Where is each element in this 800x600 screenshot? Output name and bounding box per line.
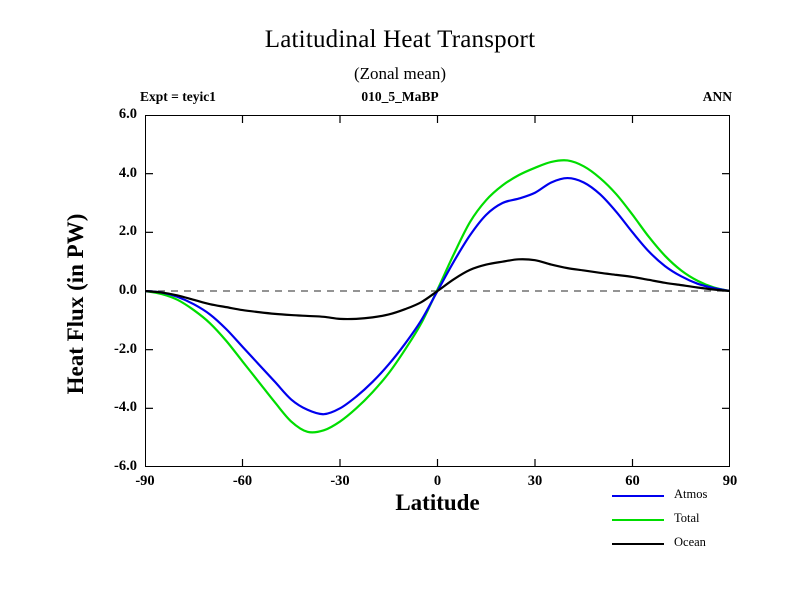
page-title: Latitudinal Heat Transport [264,26,536,53]
chart-subtitle: (Zonal mean) [353,64,447,83]
y-tick-label: 2.0 [118,223,137,240]
legend-label: Total [674,511,700,525]
chart-legend [612,484,772,556]
x-tick-label: 90 [722,473,738,489]
y-tick-label: -2.0 [114,340,137,357]
y-tick-label: -4.0 [114,399,137,416]
y-axis-label: Heat Flux (in PW) [63,213,88,395]
legend-swatch [612,519,664,521]
x-tick-label: 30 [527,473,543,489]
x-tick-label: -60 [232,473,253,489]
x-tick-label: 0 [433,473,442,489]
x-axis-label: Latitude [395,490,480,515]
legend-item [612,532,772,556]
legend-label: Atmos [674,487,708,501]
legend-label: Ocean [674,535,706,549]
y-tick-label: 0.0 [118,282,137,298]
y-tick-label: -6.0 [114,458,137,474]
plot-area [145,115,730,467]
x-tick-label: -90 [135,473,155,489]
legend-item [612,484,772,508]
x-tick-label: 60 [625,473,640,489]
legend-item [612,508,772,532]
dataset-tag: 010_5_MaBP [361,89,439,104]
legend-swatch [612,543,664,545]
season-tag: ANN [702,89,732,104]
experiment-tag: Expt = teyic1 [140,89,216,104]
y-tick-label: 4.0 [118,164,137,181]
x-tick-label: -30 [330,473,350,489]
legend-swatch [612,495,664,497]
y-tick-label: 6.0 [118,106,137,122]
